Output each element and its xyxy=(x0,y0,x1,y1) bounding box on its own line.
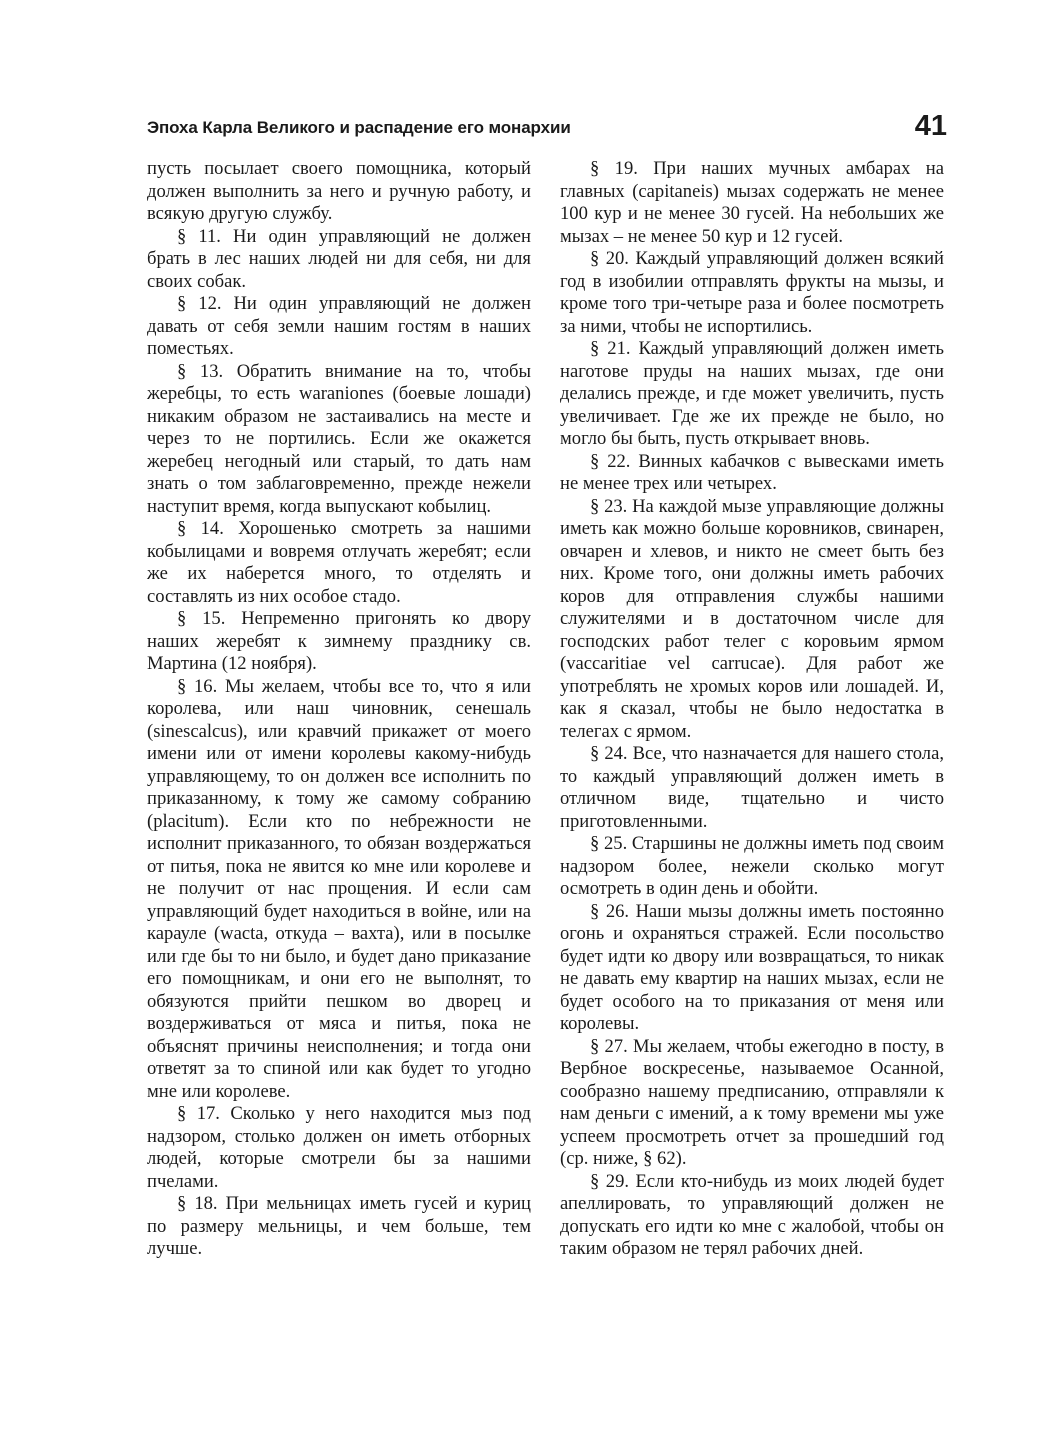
paragraph-section-13: § 13. Обратить внимание на то, чтобы жеребцы, то есть waraniones (боевые лошади) никаким образом не застаивались на месте и через то не портились. Если же окажется жеребец негодный или старый, то дать нам знать о том заблаговременно, прежде нежели наступит время, когда выпускают кобылиц. xyxy=(147,360,531,517)
paragraph-section-12: § 12. Ни один управляющий не должен давать от себя земли нашим гостям в наших поместьях. xyxy=(147,293,531,359)
right-column xyxy=(560,158,944,1261)
running-title: Эпоха Карла Великого и распадение его монархии xyxy=(147,118,571,137)
paragraph-section-14: § 14. Хорошенько смотреть за нашими кобылицами и вовремя отлучать жеребят; если же их наберется много, то отделять и составлять из них особое стадо. xyxy=(147,518,531,607)
paragraph-section-25: § 25. Старшины не должны иметь под своим надзором более, нежели сколько могут осмотреть в один день и обойти. xyxy=(560,833,944,899)
paragraph-section-15: § 15. Непременно пригонять ко двору наших жеребят к зимнему празднику св. Мартина (12 ноября). xyxy=(147,608,531,674)
page-number: 41 xyxy=(914,110,947,142)
paragraph-section-27: § 27. Мы желаем, чтобы ежегодно в посту, в Вербное воскресенье, называемое Осанной, сообразно нашему предписанию, отправляли к нам деньги с имений, а к тому времени мы уже успеем просмотреть отчет за прошедший год (ср. ниже, § 62). xyxy=(560,1035,944,1169)
paragraph-section-19: § 19. При наших мучных амбарах на главных (capitaneis) мызах содержать не менее 100 кур и не менее 30 гусей. На небольших же мызах – не менее 50 кур и 12 гусей. xyxy=(560,158,944,247)
paragraph-section-16: § 16. Мы желаем, чтобы все то, что я или королева, или наш чиновник, сенешаль (sinescalcus), или кравчий прикажет от моего имени или от имени королевы какому-нибудь управляющему, то он должен все исполнить по приказанному, к тому же самому собранию (placitum). Если кто по небрежности не исполнит приказанного, то обязан воздержаться от питья, пока не явится ко мне или королеве и не получит от нас прощения. И если сам управляющий будет находиться в войне, или на карауле (wacta, откуда – вахта), или в посылке или где бы то ни было, и будет дано приказание его помощникам, и они его не выполнят, то обязуются прийти пешком во дворец и воздерживаться от мяса и питья, пока не объяснят причины неисполнения; и тогда они ответят за то спиной или как будет то угодно мне или королеве. xyxy=(147,675,531,1102)
paragraph-section-26: § 26. Наши мызы должны иметь постоянно огонь и охраняться стражей. Если посольство будет идти ко двору или возвращаться, то никак не давать ему квартир на наших мызах, если не будет особого на то приказания от меня или королевы. xyxy=(560,900,944,1034)
paragraph-section-17: § 17. Сколько у него находится мыз под надзором, столько должен он иметь отборных людей, которые смотрели бы за нашими пчелами. xyxy=(147,1103,531,1192)
paragraph-section-22: § 22. Винных кабачков с вывесками иметь не менее трех или четырех. xyxy=(560,450,944,494)
running-header xyxy=(147,110,947,148)
paragraph-continuation: пусть посылает своего помощника, который должен выполнить за него и ручную работу, и всякую другую службу. xyxy=(147,158,531,224)
paragraph-section-18: § 18. При мельницах иметь гусей и куриц по размеру мельницы, и чем больше, тем лучше. xyxy=(147,1193,531,1259)
paragraph-section-21: § 21. Каждый управляющий должен иметь наготове пруды на наших мызах, где они делались прежде, и где может увеличить, пусть увеличивает. Где же их прежде не было, но могло бы быть, пусть открывает вновь. xyxy=(560,338,944,449)
paragraph-section-29: § 29. Если кто-нибудь из моих людей будет апеллировать, то управляющий должен не допускать его идти ко мне с жалобой, чтобы он таким образом не терял рабочих дней. xyxy=(560,1170,944,1259)
paragraph-section-23: § 23. На каждой мызе управляющие должны иметь как можно больше коровников, свинарен, овчарен и хлевов, и никто не смеет быть без них. Кроме того, они должны иметь рабочих коров для отправления службы нашими служителями и в достаточном числе для господских работ телег с коровьим ярмом (vaccaritiae vel carrucae). Для работ же употреблять не хромых коров или лошадей. И, как я сказал, чтобы не было недостатка в телегах с ярмом. xyxy=(560,495,944,742)
paragraph-section-24: § 24. Все, что назначается для нашего стола, то каждый управляющий должен иметь в отличном виде, тщательно и чисто приготовленными. xyxy=(560,743,944,832)
paragraph-section-20: § 20. Каждый управляющий должен всякий год в изобилии отправлять фрукты на мызы, и кроме того три-четыре раза и более посмотреть за ними, чтобы не испортились. xyxy=(560,248,944,337)
paragraph-section-11: § 11. Ни один управляющий не должен брать в лес наших людей ни для себя, ни для своих собак. xyxy=(147,225,531,292)
left-column xyxy=(147,158,531,1261)
